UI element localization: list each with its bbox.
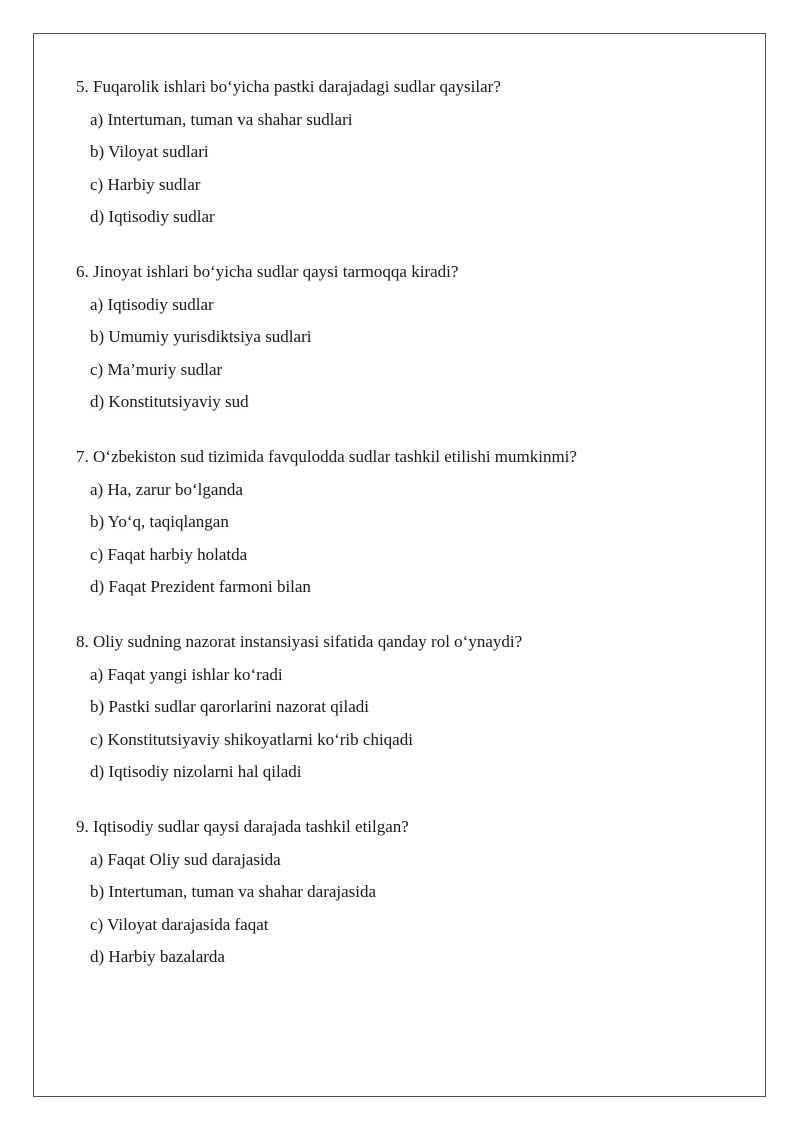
- option-b: b) Viloyat sudlari: [90, 142, 209, 161]
- option-b: b) Yo‘q, taqiqlangan: [90, 512, 229, 531]
- option-d: d) Harbiy bazalarda: [90, 947, 225, 966]
- option-a: a) Iqtisodiy sudlar: [90, 294, 214, 314]
- question-9: [76, 816, 736, 968]
- question-list: [76, 76, 736, 1001]
- question-6: [76, 261, 736, 413]
- option-a: a) Ha, zarur bo‘lganda: [90, 479, 243, 499]
- option-d: d) Konstitutsiyaviy sud: [90, 392, 249, 411]
- option-c: c) Viloyat darajasida faqat: [90, 914, 269, 934]
- option-a: a) Faqat Oliy sud darajasida: [90, 849, 281, 869]
- option-d: d) Iqtisodiy nizolarni hal qiladi: [90, 762, 302, 781]
- question-text: 9. Iqtisodiy sudlar qaysi darajada tashkil etilgan?: [76, 817, 409, 836]
- option-b: b) Umumiy yurisdiktsiya sudlari: [90, 327, 312, 346]
- option-c: c) Konstitutsiyaviy shikoyatlarni ko‘rib chiqadi: [90, 729, 413, 749]
- option-d: d) Iqtisodiy sudlar: [90, 207, 215, 226]
- question-text: 7. O‘zbekiston sud tizimida favqulodda sudlar tashkil etilishi mumkinmi?: [76, 447, 577, 466]
- option-c: c) Faqat harbiy holatda: [90, 544, 248, 564]
- question-8: [76, 631, 736, 783]
- question-5: [76, 76, 736, 228]
- option-a: a) Intertuman, tuman va shahar sudlari: [90, 109, 353, 129]
- option-b: b) Intertuman, tuman va shahar darajasida: [90, 882, 377, 901]
- question-text: 5. Fuqarolik ishlari bo‘yicha pastki darajadagi sudlar qaysilar?: [76, 77, 501, 96]
- option-c: c) Ma’muriy sudlar: [90, 359, 223, 379]
- option-c: c) Harbiy sudlar: [90, 174, 201, 194]
- option-d: d) Faqat Prezident farmoni bilan: [90, 577, 311, 596]
- question-7: [76, 446, 736, 598]
- option-b: b) Pastki sudlar qarorlarini nazorat qiladi: [90, 697, 369, 716]
- question-text: 6. Jinoyat ishlari bo‘yicha sudlar qaysi tarmoqqa kiradi?: [76, 262, 459, 281]
- question-text: 8. Oliy sudning nazorat instansiyasi sifatida qanday rol o‘ynaydi?: [76, 632, 523, 651]
- option-a: a) Faqat yangi ishlar ko‘radi: [90, 664, 283, 684]
